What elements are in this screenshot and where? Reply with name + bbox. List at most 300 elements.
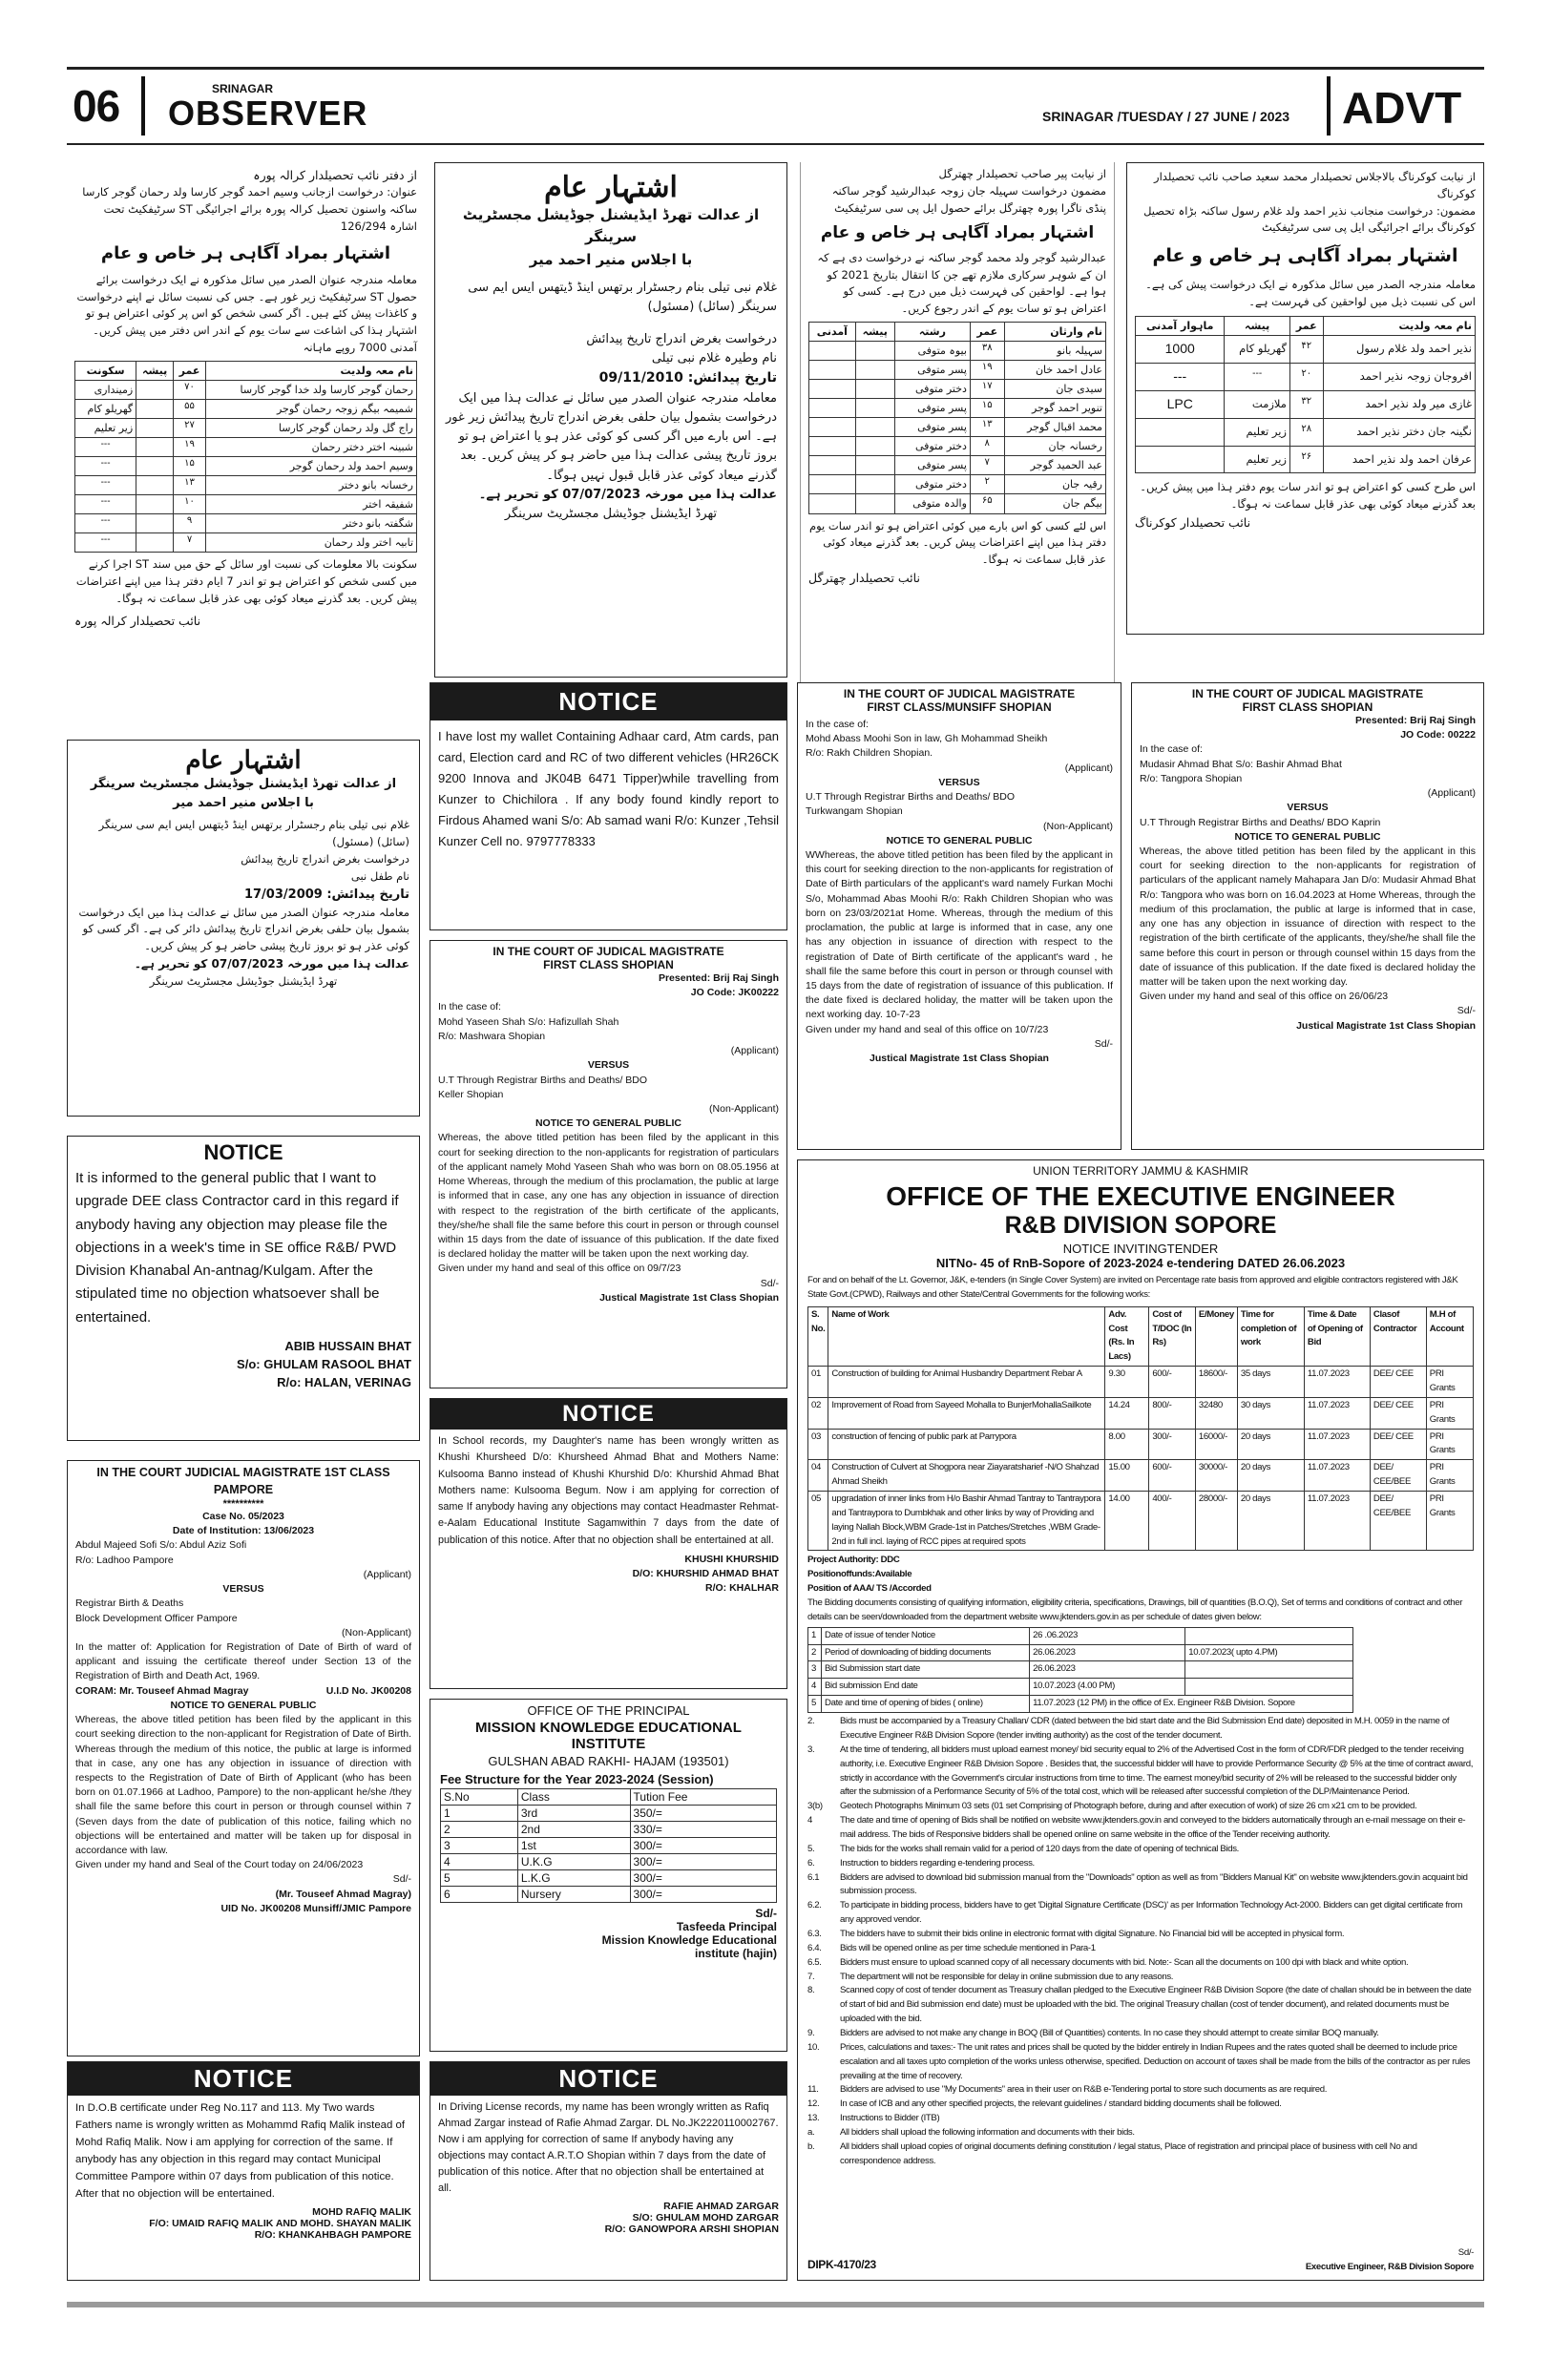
ad-title: اشتہار عام — [544, 171, 678, 204]
table-row — [75, 476, 417, 495]
cell — [1185, 1661, 1353, 1679]
respondent: U.T Through Registrar Births and Deaths/ BDO — [438, 1074, 648, 1086]
clause-text: In case of ICB and any other specified projects, the relevant guidelines / standard bidding documents shall be followed. — [840, 2098, 1282, 2110]
clause-text: Instruction to bidders regarding e-tendering process. — [840, 1857, 1035, 1869]
applicant-address: R/o: Mashwara Shopian — [438, 1030, 546, 1042]
masthead-divider-right — [1327, 76, 1331, 136]
table-row — [1136, 418, 1476, 446]
institution-date: Date of Institution: 13/06/2023 — [172, 1525, 315, 1537]
notice-lost-wallet — [430, 682, 787, 930]
given-line: Given under my hand and seal of this office on 09/7/23 — [438, 1263, 681, 1275]
signatory-designation: UID No. JK00208 Munsiff/JMIC Pampore — [220, 1902, 411, 1914]
clause-1: The Bidding documents consisting of qualifying information, eligibility criteria, specifications, Drawings, bill of quantities (B.O.Q), Set of terms and conditions of contract and other details can be seen/downloaded from the department website www.jktenders.gov.in as per schedule of dates given below: — [807, 1597, 1463, 1622]
table-header: آمدنی — [809, 323, 856, 342]
cell: 1 — [808, 1627, 822, 1644]
clause-number: a. — [807, 2126, 815, 2138]
cell: 800/- — [1149, 1397, 1196, 1429]
ad-body: معاملہ مندرجہ عنوان الصدر میں سائل نے عدالت ہذا میں ایک درخواست بشمول بیان حلفی بغرض اندراج تاریخ پیدائش زیر غور ہے۔ اس بارے میں اگر کسی کو کوئی عذر ہو یا اعتراض ہو تو بروز تاریخ پیشی عدالت ہذا میں حاضر ہو کر پیش کریں۔ بعد گذرنے میعاد کوئی عذر قابل قبول نہیں ہوگا۔ — [446, 391, 777, 483]
table-row — [809, 437, 1106, 456]
ad-title: اشتہار بمراد آگاہی ہر خاص و عام — [100, 242, 391, 263]
cell — [855, 494, 894, 513]
cell — [809, 342, 856, 361]
clause-text: Bidders are advised to not make any change in BOQ (Bill of Quantities) contents. In no case they should attempt to create similar BOQ manually. — [840, 2027, 1379, 2038]
cell: 2 — [808, 1644, 822, 1661]
cell: ۹ — [174, 514, 206, 533]
signatory-address: R/o: HALAN, VERINAG — [277, 1375, 411, 1390]
cell: ۱۵ — [174, 457, 206, 476]
cell: بیوہ متوفی — [894, 342, 970, 361]
cell: 300/= — [630, 1870, 776, 1887]
table-row — [808, 1679, 1353, 1696]
tender-clauses — [807, 1715, 1474, 2169]
cell — [136, 533, 174, 553]
table-header: E/Money — [1195, 1306, 1237, 1366]
tender-clause — [807, 1956, 1474, 1971]
cell: پسر متوفی — [894, 399, 970, 418]
cell: 1 — [441, 1806, 518, 1822]
table-row — [808, 1661, 1353, 1679]
cell: 4 — [441, 1854, 518, 1870]
tender-division: R&B DIVISION SOPORE — [1004, 1212, 1277, 1239]
cell: 400/- — [1149, 1492, 1196, 1551]
notice-body: WWhereas, the above titled petition has been filed by the applicant in this court for seeking direction to the non-applicants for registration of Date of Birth particulars of the applicant's ward namely Furkan Mochi S/o, Mohammad Abas Moohi R/o: Rakh Children Shopian who was born on 23/03/2021at Home. Whereas, through the medium of this proclamation, the public at large is informed that in case, any one has any objection in issuance of direction with respect to the registration of Date of Birth certificate of the applicant's ward , he shall file the same before this court in person or through counsel with 15 days from the date of registration of issuance of this publication. If the date fixed is declared holiday, the matter will be taken upon the next working day. 10-7-23 — [806, 848, 1113, 1021]
table-row — [1136, 390, 1476, 418]
cell: عبد الحمید گوجر — [1004, 456, 1105, 475]
cell: 14.00 — [1105, 1492, 1149, 1551]
cell: 6 — [441, 1887, 518, 1903]
cell: 8.00 — [1105, 1429, 1149, 1460]
clause-number: 5. — [807, 1843, 815, 1854]
sd: Sd/- — [755, 1907, 777, 1920]
cell — [1185, 1679, 1353, 1696]
tender-clause — [807, 2041, 1474, 2084]
cell: ۳۸ — [970, 342, 1004, 361]
table-row — [808, 1696, 1353, 1713]
cell: ۲۷ — [174, 418, 206, 437]
jo-code: JO Code: JK00222 — [690, 987, 779, 999]
cell: 5 — [808, 1696, 822, 1713]
table-header: Time & Date of Opening of Bid — [1304, 1306, 1370, 1366]
tender-clause — [807, 2083, 1474, 2098]
cell: سیدی جان — [1004, 380, 1105, 399]
masthead-bottom-rule — [67, 143, 1484, 145]
cell: 4 — [808, 1679, 822, 1696]
signatory-name: KHUSHI KHURSHID — [684, 1553, 779, 1565]
tender-clause — [807, 1942, 1474, 1956]
clause-number: 4 — [807, 1815, 812, 1827]
cell: نذیر احمد ولد غلام رسول — [1323, 336, 1475, 364]
applicant: Mohd Abass Moohi Son in law, Gh Mohammad Sheikh — [806, 733, 1048, 745]
court-subheading: FIRST CLASS/MUNSIFF SHOPIAN — [867, 700, 1052, 714]
table-header: پیشہ — [855, 323, 894, 342]
tender-clause — [807, 1899, 1474, 1928]
table-row — [75, 399, 417, 418]
signature: Justical Magistrate 1st Class Shopian — [870, 1053, 1049, 1065]
presented-by: Presented: Brij Raj Singh — [1354, 715, 1476, 726]
subject: درخواست بغرض اندراج تاریخ پیدائش — [586, 332, 777, 347]
notice-heading: NOTICE — [430, 2062, 786, 2096]
versus: VERSUS — [938, 776, 980, 788]
table-row — [808, 1644, 1353, 1661]
cell: Period of downloading of bidding documents — [822, 1644, 1030, 1661]
cell — [855, 475, 894, 494]
notice-body: Whereas, the above titled petition has been filed by the applicant in this court seeking direction to the non-applicant for Registration of Date of Birth. Whereas through the medium of this notice, the public at large is informed that in case, any one has any objection in issuance of direction with respects to the Registration of Date of Birth of Applicant (who has been born on 01.07.1966 at Ladhoo, Pampore) to the non-applicant he/she /they shall file the same before this court in person or through counsel within 7 (Seven days from the date of publication of this notice, failing which no objections will be entertained and matter will be taken up for disposal in accordance with law. — [75, 1714, 411, 1857]
cell: 11.07.2023 — [1304, 1367, 1370, 1398]
cell: 26.06.2023 — [1030, 1644, 1185, 1661]
cell: 11.07.2023 — [1304, 1492, 1370, 1551]
clause-number: 6.3. — [807, 1928, 822, 1939]
respondent-tag: (Non-Applicant) — [709, 1102, 779, 1115]
cell: --- — [1225, 364, 1290, 391]
cell: 32480 — [1195, 1397, 1237, 1429]
table-row — [441, 1870, 777, 1887]
table-header: Cost of T/DOC (In Rs) — [1149, 1306, 1196, 1366]
cell: --- — [75, 495, 136, 514]
cell: 1st — [517, 1838, 630, 1854]
table-header: نام معہ ولدیت — [1323, 317, 1475, 336]
table-header: Tution Fee — [630, 1789, 776, 1806]
applicant-tag: (Applicant) — [1427, 787, 1476, 800]
tender-clause — [807, 1984, 1474, 2027]
clause-number: 6.1 — [807, 1871, 820, 1883]
cell: --- — [75, 514, 136, 533]
respondent: U.T Through Registrar Births and Deaths/ BDO — [806, 791, 1016, 804]
cell: 10.07.2023 (4.00 PM) — [1030, 1679, 1185, 1696]
cell: رحمان گوجر کارسا ولد خدا گوجر کارسا — [205, 380, 416, 399]
cell: 30000/- — [1195, 1460, 1237, 1492]
table-row — [75, 533, 417, 553]
cell — [809, 361, 856, 380]
table-row — [441, 1887, 777, 1903]
court-heading: IN THE COURT OF JUDICAL MAGISTRATE — [843, 687, 1076, 700]
cell: Date and time of opening of bides ( online) — [822, 1696, 1030, 1713]
cell — [1136, 418, 1225, 446]
notice-body: In School records, my Daughter's name has been wrongly written as Khushi Khursheed D/o: Khursheed Ahmad Bhat and Mothers Name: Kulsooma Banno instead of Khushi Khurshid D/o: Khurshid Ahmad Bhat Mothers name: Kulsooma Begum. Now i am applying for correction of same If anybody having any objections may contact Headmaster Rehmat-e-Aalam Educational Institute Sagamwithin 7 days from the date of publication of this notice. After that no objection shall be entertained at all. — [438, 1435, 779, 1546]
clause-number: 2. — [807, 1716, 815, 1727]
cell: 15.00 — [1105, 1460, 1149, 1492]
cell: 350/= — [630, 1806, 776, 1822]
table-row — [808, 1429, 1474, 1460]
table-header: Class — [517, 1789, 630, 1806]
cell: عرفان احمد ولد نذیر احمد — [1323, 446, 1475, 473]
table-header: عمر — [174, 361, 206, 380]
jo-code: JO Code: 00222 — [1400, 729, 1476, 741]
clause-number: 13. — [807, 2113, 820, 2124]
cell: DEE/ CEE/BEE — [1370, 1460, 1426, 1492]
cell: ۸ — [970, 437, 1004, 456]
cell: سہیلہ بانو — [1004, 342, 1105, 361]
dateline: SRINAGAR /TUESDAY / 27 JUNE / 2023 — [1042, 109, 1290, 124]
cell — [855, 380, 894, 399]
table-header: ماہوار آمدنی — [1136, 317, 1225, 336]
court-notice-pampore — [67, 1460, 420, 2056]
court-name: از عدالت تھرڈ ایڈیشنل جوڈیشل مجسٹریٹ سرینگر — [462, 206, 760, 246]
position-of-funds: Positionoffunds:Available — [807, 1569, 912, 1580]
cell: ۴۲ — [1289, 336, 1323, 364]
table-header: رشتہ — [894, 323, 970, 342]
signatory-name: Tasfeeda Principal — [676, 1920, 777, 1933]
cell: Nursery — [517, 1887, 630, 1903]
clause-number: 6.2. — [807, 1900, 822, 1911]
ad-body: معاملہ مندرجہ عنوان الصدر میں سائل نے عدالت ہذا میں ایک درخواست بشمول بیان حلفی بغرض اندراج تاریخ پیدائش دائر کی ہے۔ اگر کسی کو کوئی عذر ہو تو بروز تاریخ پیشی حاضر ہو کر پیش کریں۔ — [78, 905, 409, 953]
cell: 330/= — [630, 1822, 776, 1838]
cell: 26 .06.2023 — [1030, 1627, 1185, 1644]
ad-office: از دفتر نائب تحصیلدار کرالہ پورہ — [253, 168, 417, 182]
notice-dob-correction — [67, 2061, 420, 2281]
table-row — [441, 1838, 777, 1854]
tender-clause — [807, 1715, 1474, 1743]
cell: 300/= — [630, 1838, 776, 1854]
subject: درخواست بغرض اندراج تاریخ پیدائش — [241, 851, 409, 866]
cell: --- — [75, 476, 136, 495]
judge-name: با اجلاس منیر احمد میر — [173, 796, 314, 811]
footer-rule — [67, 2302, 1484, 2307]
ad-office: از نیابت پیر صاحب تحصیلدار چھترگل — [938, 167, 1106, 180]
court-subheading: FIRST CLASS SHOPIAN — [1242, 700, 1373, 714]
cell: 26.06.2023 — [1030, 1661, 1185, 1679]
signatory-father: D/O: KHURSHID AHMAD BHAT — [632, 1568, 779, 1580]
clause-number: 12. — [807, 2098, 820, 2110]
cell: PRI Grants — [1426, 1429, 1473, 1460]
cell: ملازمت — [1225, 390, 1290, 418]
cell — [136, 418, 174, 437]
cell: Date of issue of tender Notice — [822, 1627, 1030, 1644]
cell: زیر تعلیم — [1225, 446, 1290, 473]
cell: شمیمہ بیگم زوجہ رحمان گوجر — [205, 399, 416, 418]
cell: 30 days — [1237, 1397, 1304, 1429]
cell: ۳۲ — [1289, 390, 1323, 418]
cell: 1000 — [1136, 336, 1225, 364]
cell: گھریلو کام — [75, 399, 136, 418]
cell — [809, 494, 856, 513]
tender-clause — [807, 2126, 1474, 2140]
cell: L.K.G — [517, 1870, 630, 1887]
cell: شبینہ اختر دختر رحمان — [205, 437, 416, 456]
cell — [855, 361, 894, 380]
notice-dee-upgrade — [67, 1136, 420, 1441]
cell — [809, 437, 856, 456]
table-header: پیشہ — [1225, 317, 1290, 336]
tender-clause — [807, 2098, 1474, 2112]
masthead-top-rule — [67, 67, 1484, 70]
urdu-ad-chatergul — [800, 162, 1115, 697]
cell: رقیہ جان — [1004, 475, 1105, 494]
school-name-line2: INSTITUTE — [571, 1736, 646, 1752]
cell: DEE/ CEE — [1370, 1429, 1426, 1460]
cell: 20 days — [1237, 1429, 1304, 1460]
table-row — [441, 1854, 777, 1870]
applicant-address: R/o: Ladhoo Pampore — [75, 1554, 174, 1566]
cell — [136, 457, 174, 476]
signatory-name: MOHD RAFIQ MALIK — [312, 2206, 411, 2219]
clause-text: Bidders must ensure to upload scanned copy of all necessary documents with bid. Note:- Scan all the documents on 100 dpi with black and white option. — [840, 1956, 1409, 1968]
cell: PRI Grants — [1426, 1397, 1473, 1429]
cell: 18600/- — [1195, 1367, 1237, 1398]
coram-line — [75, 1684, 411, 1699]
notice-subtitle: NOTICE TO GENERAL PUBLIC — [1234, 830, 1381, 843]
cell: 02 — [808, 1397, 828, 1429]
tender-clause — [807, 1843, 1474, 1857]
cell: ۷۰ — [174, 380, 206, 399]
cell: ۲۰ — [1289, 364, 1323, 391]
table-row — [809, 399, 1106, 418]
clause-text: At the time of tendering, all bidders must upload earnest money/ bid security equal to 2% of the Advertised Cost in the form of CDR/FDR pledged to the tender receiving authority, i.e. Executive Engineer R&B Division Sopore . Besides that, the successful bidder will have to provide Performance Security @ 5% at the time of contract award, strictly in accordance with the Government's circular instructions from time to time. The earnest money/bid security of 2% will be released to the successful bidder only after the submission of a Performance Security of 5% of the total cost, which will be released after successful completion of the DLP/Maintenance Period. — [840, 1743, 1474, 1798]
clause-text: Bidders are advised to download bid submission manual from the "Downloads" option as well as from "Bidders Manual Kit" on website www.jktenders.gov.in acquaint bid submission process. — [840, 1871, 1468, 1897]
respondent-line2: Block Development Officer Pampore — [75, 1612, 238, 1624]
heirs-table — [1135, 316, 1476, 473]
cell: 300/= — [630, 1854, 776, 1870]
ad-body: عبدالرشید گوجر ولد محمد گوجر ساکنہ نے درخواست دی ہے کہ ان کے شوہر سرکاری ملازم تھے جن کا انتقال بتاریخ 2021 کو ہوا ہے۔ لواحقین کی فہرست ذیل میں درج ہے۔ کسی کو اعتراض ہو تو سات یوم کے اندر رجوع کریں۔ — [817, 250, 1106, 316]
clause-number: 6. — [807, 1857, 815, 1869]
schedule-table — [807, 1627, 1353, 1713]
notice-body: Whereas, the above titled petition has been filed by the applicant in this court for seeking direction to the non-applicants for registration of particulars of the applicant namely Mahapara Jan D/o: Mudasir Ahmad Bhat R/o: Tangpora who was born on 16.04.2023 at Home Whereas, through the medium of this proclamation, the public at large is informed that in case, any one has any objection in issuance of direction with respect to the registration of the birth certificate of the applicants, they/she/he shall file the same before this court in person or through counsel within 15 days from the date of issuance of this publication. If the date fixed is declared holiday the matter will be taken upon the next working day. — [1140, 845, 1476, 988]
page-number: 06 — [73, 81, 120, 131]
cell — [855, 437, 894, 456]
table-row — [809, 456, 1106, 475]
cell: تنویر احمد گوجر — [1004, 399, 1105, 418]
respondent: Registrar Birth & Deaths — [75, 1597, 184, 1610]
table-header: Name of Work — [828, 1306, 1105, 1366]
notice-body: In D.O.B certificate under Reg No.117 and 113. My Two wards Fathers name is wrongly written as Mohammd Rafiq Malik instead of Mohd Rafiq Malik. Now i am applying for correction of the same. If anybody has any objection in this regard may contact Municipal Committee Pampore within 07 days from publication of this notice. After that no objection will be entertained. — [75, 2102, 406, 2201]
tender-notice — [797, 1159, 1484, 2281]
project-authority: Project Authority: DDC — [807, 1555, 900, 1566]
cell: 20 days — [1237, 1492, 1304, 1551]
notice-heading: NOTICE — [68, 2062, 419, 2096]
cell: ۲۸ — [1289, 418, 1323, 446]
signatory-name: (Mr. Touseef Ahmad Magray) — [275, 1888, 411, 1900]
cell — [855, 456, 894, 475]
case-number: Case No. 05/2023 — [202, 1511, 284, 1522]
ad-signature: نائب تحصیلدار چھترگل — [808, 570, 920, 585]
tender-clause — [807, 1800, 1474, 1814]
signature: Justical Magistrate 1st Class Shopian — [599, 1291, 779, 1304]
cell: PRI Grants — [1426, 1460, 1473, 1492]
heirs-table — [808, 322, 1106, 513]
tender-clause — [807, 2112, 1474, 2126]
signatory-address: R/O: GANOWPORA ARSHI SHOPIAN — [604, 2223, 779, 2236]
table-row — [809, 342, 1106, 361]
sd: Sd/- — [392, 1873, 411, 1886]
cell: Bid Submission start date — [822, 1661, 1030, 1679]
respondent-line2: Turkwangam Shopian — [806, 805, 903, 818]
notice-heading: NOTICE — [430, 1399, 786, 1430]
cell: پسر متوفی — [894, 456, 970, 475]
cell: 11.07.2023 — [1304, 1397, 1370, 1429]
urdu-ad-kokernag — [1126, 162, 1484, 635]
dob-line: تاریخ پیدائش: 17/03/2009 — [243, 887, 409, 902]
notice-dl-correction — [430, 2061, 787, 2281]
court-subheading: FIRST CLASS SHOPIAN — [543, 958, 674, 971]
notice-subtitle: NOTICE TO GENERAL PUBLIC — [170, 1699, 317, 1711]
case-label: In the case of: — [806, 719, 869, 730]
cell — [136, 476, 174, 495]
sd: Sd/- — [1457, 1005, 1476, 1017]
cell: وسیم احمد ولد رحمان گوجر — [205, 457, 416, 476]
table-row — [75, 437, 417, 456]
court-notice-yaseen — [430, 940, 787, 1388]
cell: ۱۷ — [970, 380, 1004, 399]
ad-body: معاملہ مندرجہ عنوان الصدر میں سائل مذکورہ نے ایک درخواست برائے حصول ST سرٹیفکیٹ زیر غور ہے۔ جس کی نسبت سائل نے اپنے درخواست و کاغذات پیش کئے ہیں۔ اگر کسی شخص کو اس پر کوئی اعتراض ہو تو اشتہار ہذا کی اشاعت سے سات یوم کے اندر اس دفتر میں پیش کریں۔ آمدنی 7000 روپے ماہانہ — [76, 272, 417, 354]
coram: CORAM: Mr. Touseef Ahmad Magray — [75, 1684, 249, 1697]
clause-text: Scanned copy of cost of tender document as Treasury challan pledged to the Executive Engineer R&B Division Sopore (the date of challan should be in between the date of start of bid and Bid submission end date) must be uploaded with the bid. The original Treasury challan (cost of tender document), and related documents must be uploaded with the bid. — [840, 1985, 1472, 2025]
cell: ۵۵ — [174, 399, 206, 418]
ad-closing: اس لئے کسی کو اس بارے میں کوئی اعتراض ہو تو اندر سات یوم دفتر ہذا میں اپنے اعتراضات پیش کریں۔ بعد گذرنے میعاد کوئی عذر قابل سماعت نہ ہوگا۔ — [808, 518, 1106, 567]
cell: پسر متوفی — [894, 418, 970, 437]
cell: نگینہ جان دختر نذیر احمد — [1323, 418, 1475, 446]
cell — [136, 380, 174, 399]
cell: رخسانہ جان — [1004, 437, 1105, 456]
table-row — [75, 514, 417, 533]
clause-text: Instructions to Bidder (ITB) — [840, 2113, 940, 2124]
cell: زمینداری — [75, 380, 136, 399]
cell — [1136, 446, 1225, 473]
cell: Construction of building for Animal Husbandry Department Rebar A — [828, 1367, 1105, 1398]
cell — [809, 418, 856, 437]
given-line: Given under my hand and Seal of the Court today on 24/06/2023 — [75, 1859, 364, 1871]
table-row — [809, 494, 1106, 513]
signatory-father: S/o: GHULAM RASOOL BHAT — [237, 1357, 411, 1372]
separator: ********** — [222, 1498, 264, 1510]
table-row — [1136, 364, 1476, 391]
table-header: نام وارثان — [1004, 323, 1105, 342]
table-header: عمر — [970, 323, 1004, 342]
signatory-father: F/O: UMAID RAFIQ MALIK AND MOHD. SHAYAN MALIK — [149, 2218, 411, 2230]
clause-number: 3(b) — [807, 1801, 823, 1812]
cell: 10.07.2023( upto 4.PM) — [1185, 1644, 1353, 1661]
cell: PRI Grants — [1426, 1492, 1473, 1551]
cell: 300/= — [630, 1887, 776, 1903]
table-row — [75, 380, 417, 399]
table-row — [75, 457, 417, 476]
cell: 600/- — [1149, 1460, 1196, 1492]
clause-text: The department will not be responsible for delay in online submission due to any reasons. — [840, 1971, 1174, 1982]
tender-clause — [807, 2027, 1474, 2041]
signature: Justical Magistrate 1st Class Shopian — [1296, 1019, 1476, 1032]
cell: 03 — [808, 1429, 828, 1460]
respondent-tag: (Non-Applicant) — [1043, 820, 1113, 832]
paper-logo: OBSERVER — [168, 94, 368, 133]
cell: 11.07.2023 (12 PM) in the office of Ex. Engineer R&B Division. Sopore — [1030, 1696, 1353, 1713]
cell: ۱۳ — [970, 418, 1004, 437]
cell: بیگم جان — [1004, 494, 1105, 513]
cell: construction of fencing of public park at Parrypora — [828, 1429, 1105, 1460]
paper-name-small: SRINAGAR — [212, 82, 274, 95]
dipk-number: DIPK-4170/23 — [807, 2258, 876, 2272]
notice-body: Whereas, the above titled petition has been filed by the applicant in this court for seeking direction to the non-applicants for registration of particulars of the applicant namely Mohd Yaseen Shah who was born on 08.05.1956 at Home Whereas, through the medium of this proclamation, the public at large is informed that in case, any one has any objection in issuance of direction with respect to the registration of the birth certificate of the applicants, they/she/he shall file the same before this court in person or through counsel within 15 days from the date of issuance of this publication. If the date fixed is declared holiday the matter will be taken upon the next working day. — [438, 1132, 779, 1261]
cell: 3rd — [517, 1806, 630, 1822]
table-row — [1136, 446, 1476, 473]
office-label: OFFICE OF THE PRINCIPAL — [527, 1703, 690, 1718]
cell: --- — [1136, 364, 1225, 391]
cell: 2 — [441, 1822, 518, 1838]
clause-text: The bidders have to submit their bids online in electronic format with digital Signature. No Financial bid will be accepted in physical form. — [840, 1928, 1345, 1939]
signatory-address: R/O: KHANKAHBAGH PAMPORE — [254, 2229, 411, 2242]
tender-clause — [807, 1928, 1474, 1942]
cell — [136, 495, 174, 514]
clause-number: 6.5. — [807, 1956, 822, 1968]
presented-by: Presented: Brij Raj Singh — [658, 972, 779, 984]
table-row — [441, 1822, 777, 1838]
cell: 05 — [808, 1492, 828, 1551]
cell — [809, 380, 856, 399]
cell: --- — [75, 533, 136, 553]
works-table — [807, 1306, 1474, 1552]
table-row — [75, 495, 417, 514]
uid: U.I.D No. JK00208 — [325, 1684, 411, 1697]
cell: افروجان زوجہ نذیر احمد — [1323, 364, 1475, 391]
date-line: عدالت ہذا میں مورخہ 07/07/2023 کو تحریر ہے۔ — [134, 957, 409, 971]
case-label: In the case of: — [438, 1001, 501, 1013]
